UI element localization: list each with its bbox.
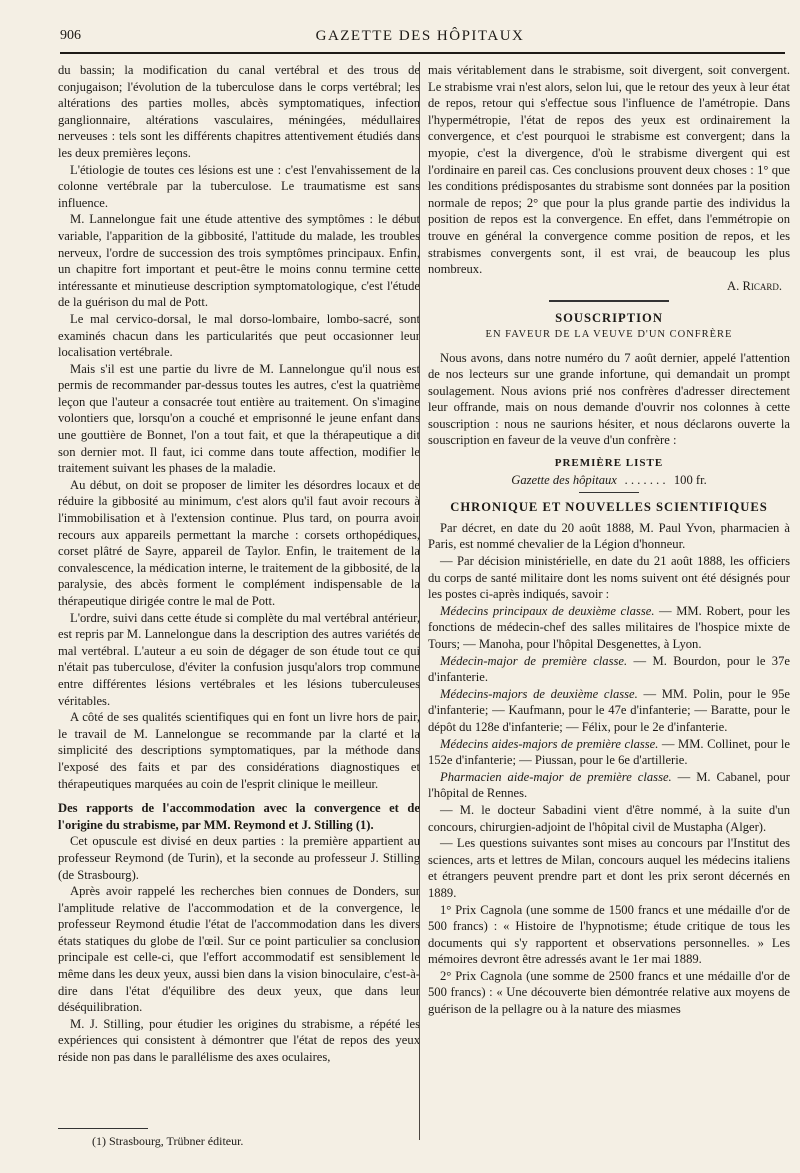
paragraph: du bassin; la modification du canal vertébral et des trous de conjugaison; l'évolution de la tuberculose dans le corps vertébral; les altérations des parties molles, abcès symptomatiques, infection ganglionnaire, altérations vasculaires, méningées, médullaires nerveuses : tels sont les différents chapitres attentivement étudiés dans les deux premières leçons.: [58, 63, 420, 160]
appointment-entry: [428, 769, 790, 802]
author-signature: A. Ricard.: [727, 278, 782, 293]
paragraph: Nous avons, dans notre numéro du 7 août dernier, appelé l'attention de nos lecteurs sur une grande infortune, qui demandait un prompt soulagement. Nous avions prié nos confrères d'adresser directement leur offrande, mais on nous demande d'ouvrir nos colonnes à cette souscription : nous ne saurions hésiter, et nous déclarons ouverte la souscription en faveur de la veuve d'un confrère :: [428, 350, 790, 448]
paragraph: — Les questions suivantes sont mises au concours par l'Institut des sciences, arts et lettres de Milan, concours auquel les médecins italiens et étrangers peuvent prendre part et dont les prix seront décernés en 1889.: [428, 836, 790, 900]
paragraph: M. J. Stilling, pour étudier les origines du strabisme, a répété les expériences qui consistent à démontrer que l'état de repos des yeux réside non pas dans le parallélisme des axes oculaires,: [58, 1016, 420, 1065]
paragraph: 1° Prix Cagnola (une somme de 1500 francs et une médaille d'or de 500 francs) : « Histoire de l'hypnotisme; étude critique de tous les documents qui s'y rapportent et observations personnelles. » Les mémoires devront être adressés avant le 1er mai 1889.: [428, 902, 790, 967]
rank-heading: Médecin-major de première classe.: [440, 653, 628, 668]
paragraph: A côté de ses qualités scientifiques qui en font un livre hors de pair, le travail de M. Lannelongue se recommande par la clarté et la simplicité des descriptions symptomatiques, par la méthode dans l'exposé des faits et par des considérations diagnostiques et thérapeutiques marquées au coin de l'esprit clinique le meilleur.: [58, 710, 420, 791]
paragraph: Le mal cervico-dorsal, le mal dorso-lombaire, lombo-sacré, sont examinés chacun dans les particularités que peut occasionner leur localisation vertébrale.: [58, 311, 420, 360]
paragraph: Après avoir rappelé les recherches bien connues de Donders, sur l'amplitude relative de l'accommodation et de la convergence, le professeur Reymond étudie l'état de l'accommodation dans les divers états statiques du globe de l'œil. Sur ce point particulier sa conclusion principale est celle-ci, que l'effort accommodatif est sensiblement le même dans les deux yeux, aussi bien dans la vision binoculaire, c'est-à-dire dans l'état d'équilibre des deux yeux, que dans leur déséquilibration.: [58, 884, 420, 1015]
appointment-text: — MM. Robert, pour les fonctions de médecin-chef des salles militaires de l'hospice mixte de Tours; — Manoha, pour l'hôpital Desgenettes, à Lyon.: [428, 603, 790, 651]
section-rule: [549, 300, 669, 302]
section-subtitle: EN FAVEUR DE LA VEUVE D'UN CONFRÈRE: [485, 328, 733, 340]
paragraph: L'étiologie de toutes ces lésions est une : c'est l'envahissement de la colonne vertébrale par la tuberculose. Le traumatisme est sans influence.: [58, 162, 420, 210]
list-entry-name: Gazette des hôpitaux: [511, 472, 617, 487]
rank-heading: Médecins-majors de deuxième classe.: [440, 686, 638, 701]
list-entry-amount: 100 fr.: [673, 472, 707, 487]
paragraph: mais véritablement dans le strabisme, soit divergent, soit convergent. Le strabisme vrai n'est alors, selon lui, que le retour des yeux à leur état de repos, retour qui s'effectue sous l'influence de l'amétropie. Dans l'hypermétropie, l'état de repos des yeux est ordinairement la convergence, et c'est pourquoi le strabisme est convergent; dans la myopie, c'est la divergence, d'où le strabisme divergent qui est l'ordinaire en pareil cas. Ces conclusions prouvent deux choses : 1° que les conditions prédisposantes du strabisme sont données par la position normale de repos; 2° que pour la plus grande partie des individus la position de repos est la convergence. En effet, dans l'emmétropie on trouve en général la convergence comme position de repos, et les strabismes convergents sont, il est vrai, de beaucoup les plus nombreux.: [428, 63, 790, 277]
footnote: (1) Strasbourg, Trübner éditeur.: [92, 1134, 244, 1148]
header-rule: [60, 52, 785, 54]
list-entry-dots: . . . . . . .: [624, 472, 666, 487]
paragraph: M. Lannelongue fait une étude attentive des symptômes : le début variable, l'apparition de la gibbosité, l'attitude du malade, les troubles nerveux, l'ordre de succession des trois symptômes principaux. Enfin, un chapitre fort important et peut-être le moins connu termine cette intéressante et minutieuse description symptomatologique, c'est l'étude de la guérison du mal de Pott.: [58, 212, 420, 310]
footnote-rule: [58, 1128, 148, 1129]
right-column: [428, 62, 790, 1018]
appointment-entry: [428, 686, 790, 736]
paragraph: — M. le docteur Sabadini vient d'être nommé, à la suite d'un concours, chirurgien-adjoint de l'hôpital civil de Mustapha (Alger).: [428, 802, 790, 834]
appointment-text: — M. Cabanel, pour l'hôpital de Rennes.: [428, 769, 791, 801]
rank-heading: Pharmacien aide-major de première classe.: [440, 769, 672, 784]
page-number: 906: [60, 28, 81, 43]
page-header: [60, 26, 780, 48]
section-title-souscription: SOUSCRIPTION: [555, 311, 663, 326]
appointment-entry: [428, 653, 790, 686]
rank-heading: Médecins aides-majors de première classe.: [440, 736, 659, 751]
paragraph: Au début, on doit se proposer de limiter les désordres locaux et de réduire la gibbosité au minimum, c'est alors qu'il faut avoir recours à l'immobilisation et à l'extension continue. Plus tard, on pourra avoir recours aux appareils permettant la marche : corsets orthopédiques, corset plâtré de Sayre, appareil de Taylor. Enfin, le traitement de la convalescence, la médication interne, le traitement de la gibbosité, de la paralysie, des abcès forment le complément indispensable de la thérapeutique dirigée contre le mal de Pott.: [58, 477, 420, 608]
appointment-entry: [428, 736, 790, 769]
paragraph: Cet opuscule est divisé en deux parties : la première appartient au professeur Reymond (de Turin), et la seconde au professeur J. Stilling (de Strasbourg).: [58, 834, 420, 882]
appointment-text: — M. Bourdon, pour le 37e d'infanterie.: [428, 653, 790, 685]
left-column: [58, 62, 420, 1066]
list-entry: [428, 472, 790, 489]
paragraph: L'ordre, suivi dans cette étude si complète du mal vertébral antérieur, est repris par M. Lannelongue dans la description des autres variétés de mal vertébral. L'auteur a eu soin de dégager de son étude tout ce qui n'était pas tuberculose, d'éviter la confusion jusqu'alors trop commune entre différentes lésions vertébrales et les lésions tuberculeuses véritables.: [58, 610, 420, 708]
column-divider: [419, 62, 420, 1140]
section-title-chronique: CHRONIQUE ET NOUVELLES SCIENTIFIQUES: [450, 500, 768, 515]
running-title: GAZETTE DES HÔPITAUX: [315, 28, 525, 44]
appointment-text: — MM. Polin, pour le 95e d'infanterie; — Kaufmann, pour le 47e d'infanterie; — Baratte, pour le dépôt du 128e d'infanterie; — Félix, pour le 2e d'infanterie.: [428, 686, 790, 734]
paragraph: 2° Prix Cagnola (une somme de 2500 francs et une médaille d'or de 500 francs) : « Une découverte bien démontrée relative aux moyens de guérison de la pellagre ou à la nature des miasmes: [428, 968, 790, 1017]
paragraph: — Par décision ministérielle, en date du 21 août 1888, les officiers du corps de santé militaire dont les noms suivent ont été désignés pour les postes ci-après indiqués, savoir :: [428, 554, 790, 602]
rank-heading: Médecins principaux de deuxième classe.: [440, 603, 655, 618]
appointment-text: — MM. Collinet, pour le 152e d'infanterie; — Piussan, pour le 6e d'artillerie.: [428, 736, 791, 768]
review-title: Des rapports de l'accommodation avec la convergence et de l'origine du strabisme, par MM. Reymond et J. Stilling (1).: [58, 801, 420, 832]
paragraph: Par décret, en date du 20 août 1888, M. Paul Yvon, pharmacien à Paris, est nommé chevalier de la Légion d'honneur.: [428, 520, 790, 552]
paragraph: Mais s'il est une partie du livre de M. Lannelongue qu'il nous est permis de recommander par-dessus toutes les autres, c'est la quatrième leçon que l'auteur a consacrée tout entière au traitement. On s'imagine volontiers que, lorsqu'on a couché et emprisonné le jeune enfant dans une gouttière de Bonnet, l'on a tout fait, et que la thérapeutique a dit son dernier mot. Il faut, ici comme dans toute affection, modifier le traitement suivant les phases de la maladie.: [58, 361, 420, 476]
divider: [579, 492, 639, 493]
list-title: PREMIÈRE LISTE: [554, 457, 664, 470]
appointment-entry: [428, 603, 790, 653]
